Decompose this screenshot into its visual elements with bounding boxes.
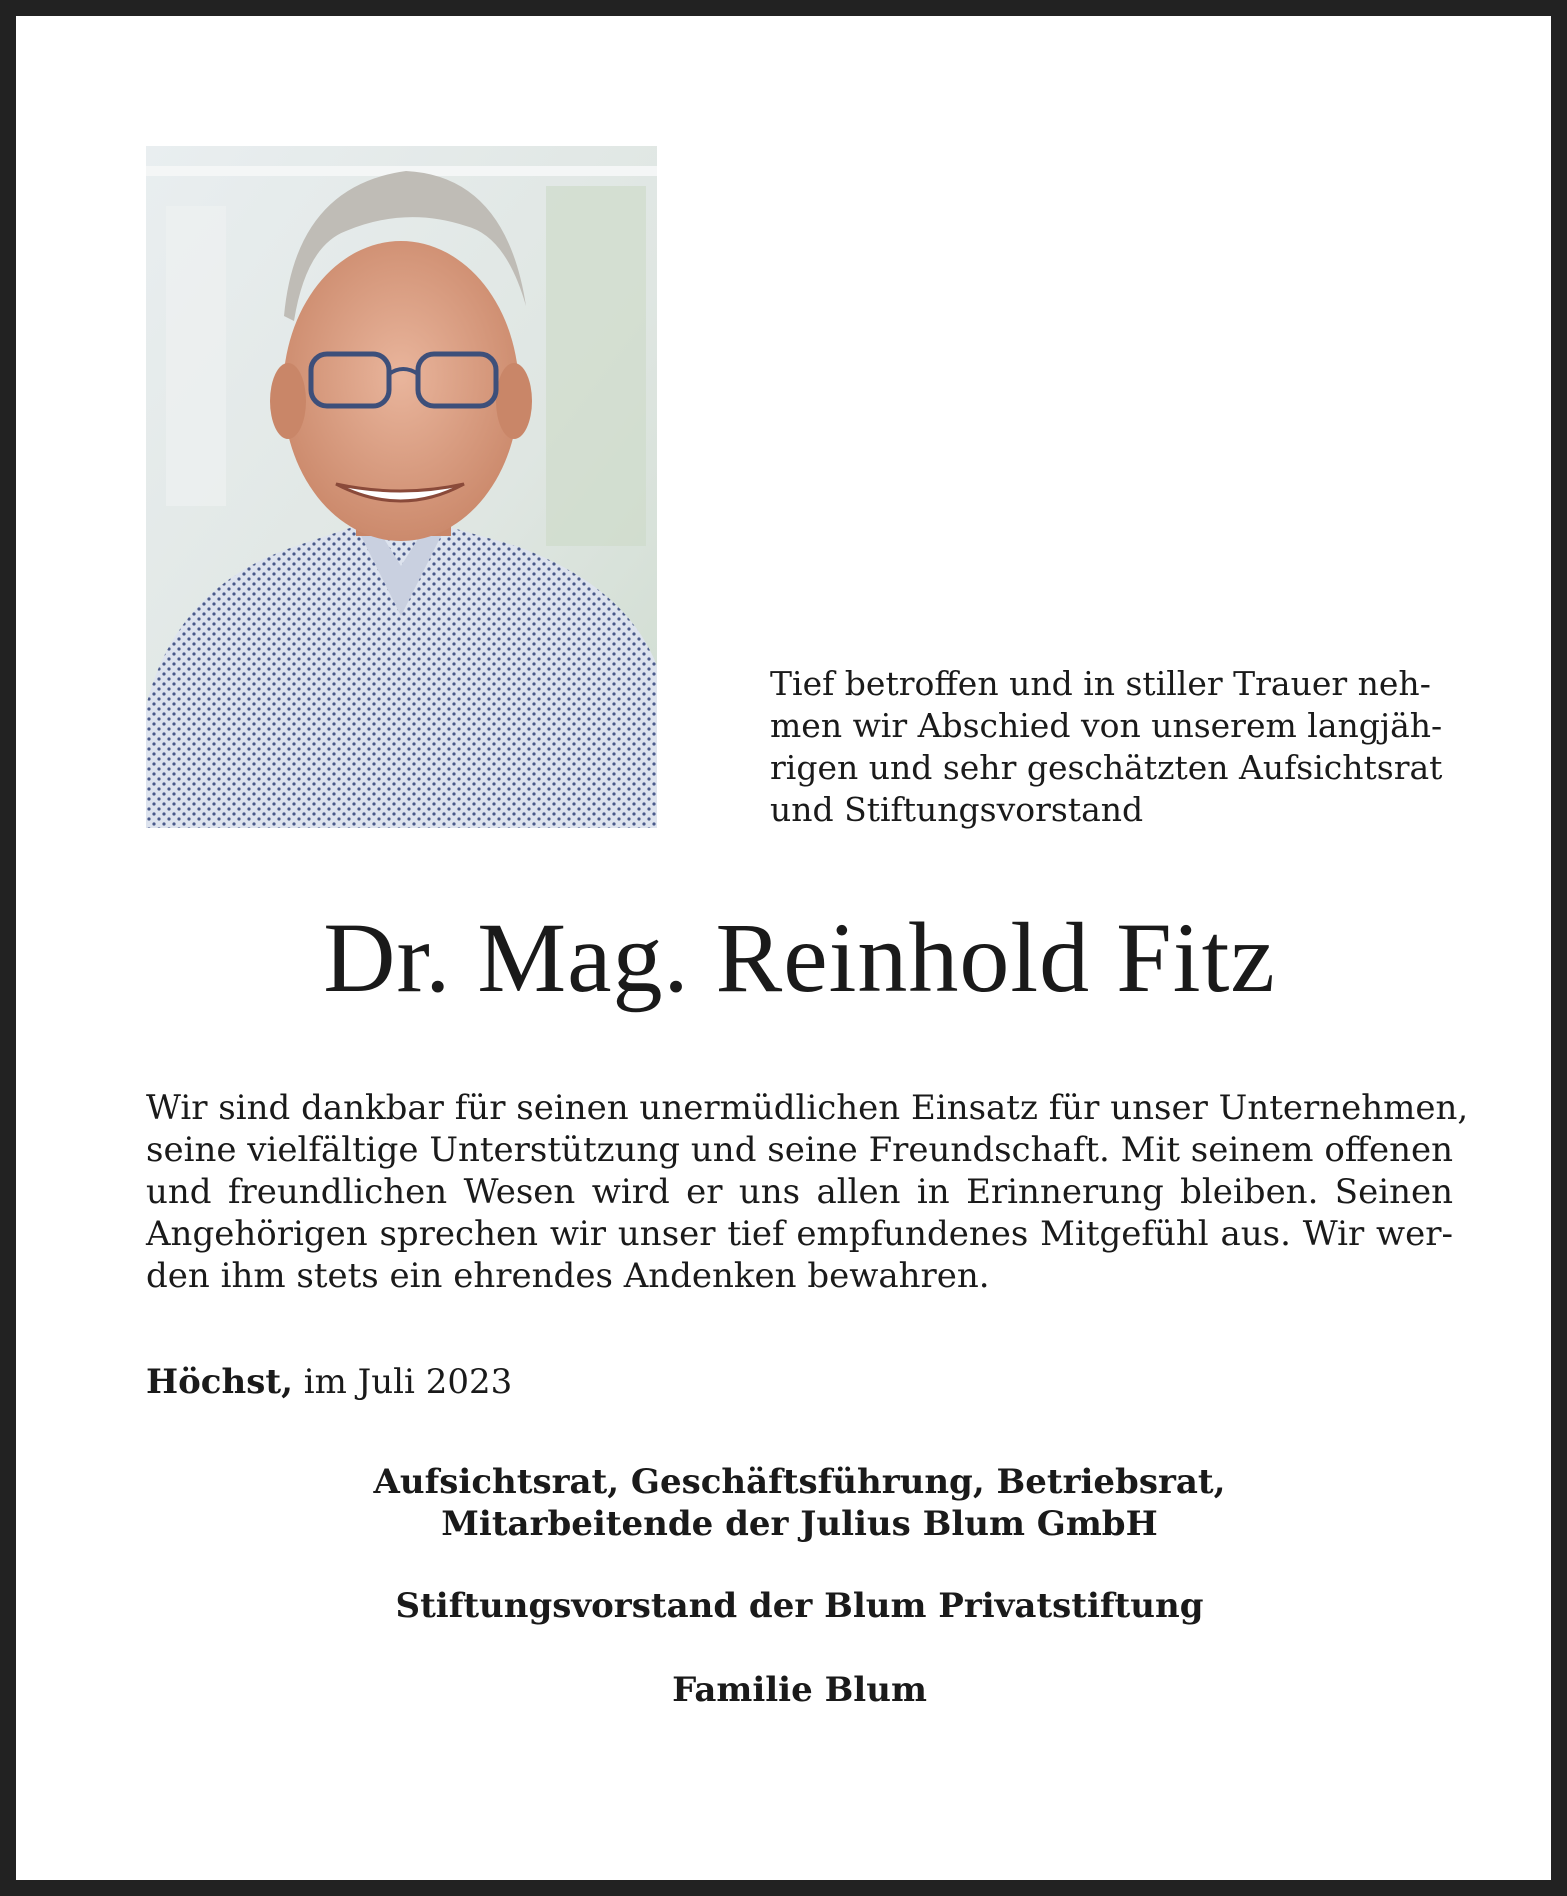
message-line: Wir sind dankbar für seinen unermüdlichen Einsatz für unser Unternehmen, [146,1088,1469,1128]
intro-line: rigen und sehr geschätzten Aufsichtsrat [770,748,1443,787]
signer-line: Mitarbeitende der Julius Blum GmbH [441,1504,1158,1544]
deceased-name: Dr. Mag. Reinhold Fitz [323,902,1276,1013]
date: im Juli 2023 [303,1362,513,1402]
signer-line: Aufsichtsrat, Geschäftsführung, Betriebsrat, [373,1462,1226,1502]
portrait-photo [146,146,657,828]
intro-line: und Stiftungsvorstand [770,790,1144,829]
intro-line: Tief betroffen und in stiller Trauer neh- [770,664,1431,703]
place-date [146,1361,512,1403]
message-line: und freundlichen Wesen wird er uns allen in Erinnerung bleiben. Seinen [146,1172,1453,1212]
message-line: den ihm stets ein ehrendes Andenken bewahren. [146,1256,990,1296]
place: Höchst, [146,1362,293,1402]
intro-text [770,663,1460,831]
message-line: seine vielfältige Unterstützung und seine Freundschaft. Mit seinem offenen [146,1130,1453,1170]
signer-line: Familie Blum [672,1670,927,1710]
intro-line: men wir Abschied von unserem langjäh- [770,706,1443,745]
signer-line: Stiftungsvorstand der Blum Privatstiftung [395,1586,1204,1626]
message-line: Angehörigen sprechen wir unser tief empfundenes Mitgefühl aus. Wir wer- [146,1214,1453,1254]
message-text [146,1087,1469,1297]
signers [16,1461,1567,1711]
